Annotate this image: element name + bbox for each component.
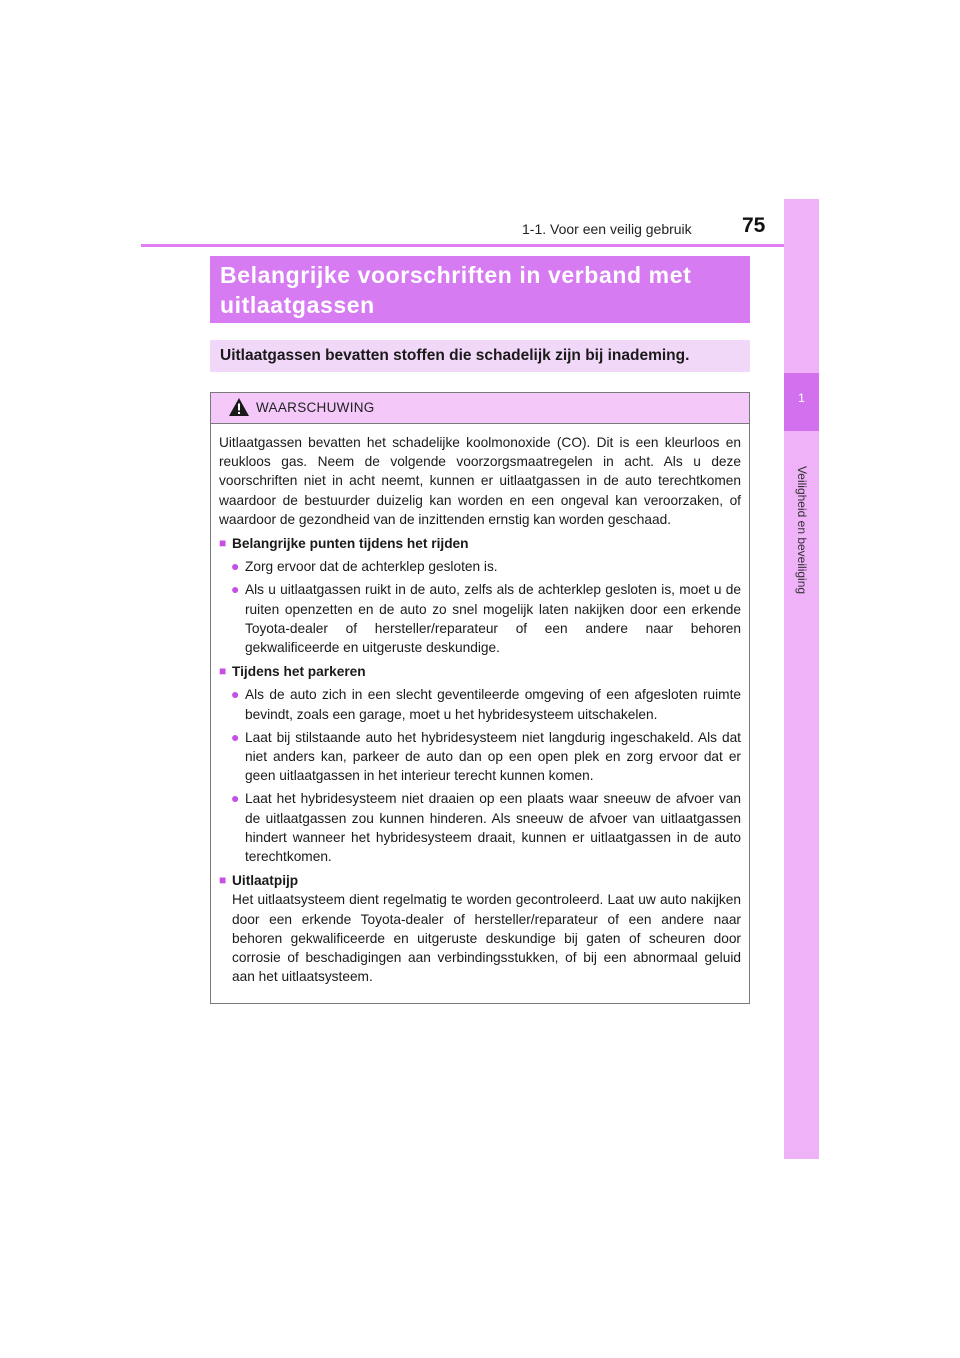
warning-box [210,392,750,1004]
side-tab-label: Veiligheid en beveiliging [795,465,809,595]
warning-section-parking [219,662,741,866]
list-item-text: Als de auto zich in een slecht geventileerde omgeving of een afgesloten ruimte bevindt, zoals een garage, moet u het hybridesysteem uitschakelen. [245,687,741,722]
page-number: 75 [742,214,766,237]
chapter-heading: 1-1. Voor een veilig gebruik [522,221,692,237]
warning-header [211,393,749,424]
side-tab-number: 1 [798,391,805,405]
section-heading [219,871,741,890]
list-item [231,789,741,866]
section-title [210,256,750,323]
warning-label: WAARSCHUWING [256,400,375,415]
square-bullet-icon: ■ [219,536,227,551]
warning-section-driving [219,534,741,657]
section-heading [219,662,741,681]
warning-body [211,424,749,986]
list-item [231,728,741,786]
list-item-text: Laat het hybridesysteem niet draaien op een plaats waar sneeuw de afvoer van de uitlaatgassen zou kunnen hinderen. Als sneeuw de afvoer van uitlaatgassen hindert wanneer het hybridesysteem draait, kunnen er uitlaatgassen in de auto terechtkomen. [245,791,741,865]
warning-intro: Uitlaatgassen bevatten het schadelijke koolmonoxide (CO). Dit is een kleurloos en reukloos gas. Neem de volgende voorzorgsmaatregelen in acht. Als u deze voorschriften niet in acht neemt, kunnen er uitlaatgassen in de auto terechtkomen waardoor de bestuurder duizelig kan worden en een ongeval kan veroorzaken, of waardoor de gezondheid van de inzittenden ernstig kan worden geschaad. [219,435,741,527]
section-title-line-1: Belangrijke voorschriften in verband met [220,262,692,288]
list-item [231,580,741,657]
section-paragraph: Het uitlaatsysteem dient regelmatig te worden gecontroleerd. Laat uw auto nakijken door een erkende Toyota-dealer of hersteller/reparateur of een andere naar behoren gekwalificeerde en uitgeruste deskundige bij gaten of scheuren door corrosie of beschadigingen aan verbindingsstukken, of bij een abnormaal geluid aan het uitlaatsysteem. [232,892,741,985]
list-item [231,685,741,723]
section-title-line-2: uitlaatgassen [220,292,375,318]
bullet-dot-icon: ● [231,581,240,598]
list-item [231,557,741,576]
bullet-dot-icon: ● [231,686,240,703]
section-heading-text: Tijdens het parkeren [232,664,366,680]
section-heading-text: Belangrijke punten tijdens het rijden [232,536,469,552]
warning-section-exhaust-pipe [219,871,741,986]
list-item-text: Als u uitlaatgassen ruikt in de auto, zelfs als de achterklep gesloten is, moet u de ruiten openzetten en de auto zo snel mogelijk laten nakijken door een erkende Toyota-dealer of hersteller/reparateur of een andere naar behoren gekwalificeerde en uitgeruste deskundige. [245,582,741,656]
header-rule [141,244,819,247]
bullet-dot-icon: ● [231,790,240,807]
side-tab [784,199,819,1159]
square-bullet-icon: ■ [219,664,227,679]
square-bullet-icon: ■ [219,873,227,888]
section-heading [219,534,741,553]
section-heading-text: Uitlaatpijp [232,873,299,889]
section-summary: Uitlaatgassen bevatten stoffen die schadelijk zijn bij inademing. [210,340,750,372]
warning-triangle-icon [228,397,250,417]
list-item-text: Zorg ervoor dat de achterklep gesloten is. [245,559,498,575]
list-item-text: Laat bij stilstaande auto het hybridesysteem niet langdurig ingeschakeld. Als dat niet anders kan, parkeer de auto dan op een open plek en zorg ervoor dat er geen uitlaatgassen in het interieur terecht kunnen komen. [245,729,741,784]
bullet-dot-icon: ● [231,558,240,575]
bullet-dot-icon: ● [231,728,240,745]
